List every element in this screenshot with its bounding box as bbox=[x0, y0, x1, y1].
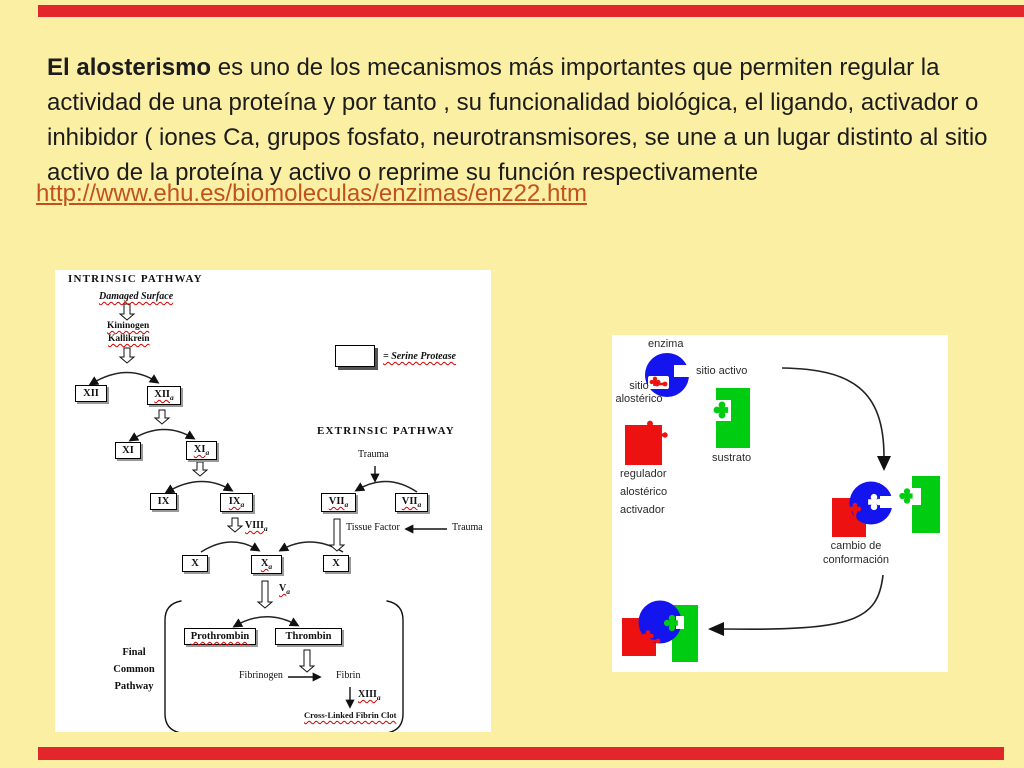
sustrato-label: sustrato bbox=[712, 452, 752, 464]
trauma-side-label: Trauma bbox=[452, 522, 483, 533]
damaged-surface-label: Damaged Surface bbox=[99, 291, 174, 302]
prothrombin-text: Prothrombin bbox=[190, 631, 250, 642]
intro-body: es uno de los mecanismos más importantes que permiten regular la actividad de una proteína y por tanto , su funcionalidad biológica, el ligando, activador o inhibidor ( iones Ca, grupos fosfato, neurotransmisores, se une a un lugar distinto al sitio activo de la proteína y activo o reprime su función respectivamente bbox=[47, 54, 988, 186]
factor-ixa-text: IX bbox=[228, 496, 241, 507]
cascade-curved-arrows bbox=[91, 372, 417, 626]
factor-box-xia: $XI_a$ bbox=[186, 441, 217, 460]
factor-box-ixa: $IX_a$ bbox=[220, 493, 253, 512]
thrombin-text: Thrombin bbox=[285, 631, 332, 642]
serine-protease-legend-box bbox=[335, 345, 375, 367]
top-red-bar bbox=[38, 5, 1024, 17]
bottom-red-bar bbox=[38, 747, 1004, 760]
fibrinogen-label: Fibrinogen bbox=[239, 670, 283, 681]
factor-viia-left-text: VII bbox=[328, 496, 345, 507]
intro-paragraph bbox=[47, 50, 992, 190]
factor-xa-text: X bbox=[260, 558, 269, 569]
viiia-label: $VIII_a$ bbox=[245, 520, 268, 533]
sitio-activo-label: sitio activo bbox=[696, 365, 748, 377]
prothrombin-box bbox=[184, 628, 256, 645]
xiiia-label: $XIII_a$ bbox=[358, 689, 381, 702]
cambio-de-conformacion-label: cambio de conformación bbox=[822, 540, 890, 566]
bound-complex-shape bbox=[622, 601, 698, 663]
hyperlink-url[interactable]: http://www.ehu.es/biomoleculas/enzimas/enz22.htm bbox=[36, 180, 587, 207]
factor-xi-text: XI bbox=[122, 445, 134, 456]
factor-box-x-right bbox=[323, 555, 349, 572]
fibrin-label: Fibrin bbox=[336, 670, 361, 681]
factor-xia-text: XI bbox=[193, 444, 206, 455]
substrate-shape bbox=[714, 388, 750, 448]
factor-box-xa: $X_a$ bbox=[251, 555, 282, 574]
regulador-alosterico-activador-label: regulador alostérico activador bbox=[620, 468, 668, 516]
factor-box-viia-right: $VII_a$ bbox=[395, 493, 428, 512]
arrow-to-conformation-change bbox=[782, 368, 891, 471]
factor-box-xi bbox=[115, 442, 141, 459]
allosteric-regulation-diagram bbox=[612, 335, 948, 672]
factor-box-x-left bbox=[182, 555, 208, 572]
factor-box-xii bbox=[75, 385, 107, 402]
factor-box-xiia: $XII_a$ bbox=[147, 386, 181, 405]
factor-xii-text: XII bbox=[83, 388, 99, 399]
final-common-pathway-label: Final Common Pathway bbox=[113, 647, 155, 692]
serine-protease-label: = Serine Protease bbox=[383, 351, 456, 362]
conformation-change-complex bbox=[832, 476, 940, 537]
tissue-factor-label: Tissue Factor bbox=[346, 522, 400, 533]
factor-box-viia-left: $VII_a$ bbox=[321, 493, 356, 512]
kininogen-label: Kininogen bbox=[107, 321, 150, 331]
hollow-arrows bbox=[120, 304, 344, 672]
cross-linked-fibrin-clot-label: Cross-Linked Fibrin Clot bbox=[304, 710, 397, 720]
kallikrein-label: Kallikrein bbox=[108, 334, 150, 344]
factor-x-right-text: X bbox=[332, 558, 340, 569]
factor-x-left-text: X bbox=[191, 558, 199, 569]
va-label: $V_a$ bbox=[279, 583, 290, 596]
allosteric-activator-shape bbox=[625, 421, 668, 465]
extrinsic-pathway-title: EXTRINSIC PATHWAY bbox=[317, 425, 455, 437]
arrow-to-final-complex bbox=[708, 575, 883, 636]
factor-ix-text: IX bbox=[157, 496, 170, 507]
sitio-alosterico-label: sitio alostérico bbox=[615, 380, 663, 405]
thrombin-box bbox=[275, 628, 342, 645]
intro-lead: El alosterismo bbox=[47, 54, 212, 81]
factor-viia-right-text: VII bbox=[401, 496, 418, 507]
intrinsic-pathway-title: INTRINSIC PATHWAY bbox=[68, 273, 203, 285]
trauma-top-label: Trauma bbox=[358, 449, 389, 460]
factor-box-ix bbox=[150, 493, 177, 510]
coagulation-cascade-diagram bbox=[55, 270, 491, 732]
factor-xiia-text: XII bbox=[154, 389, 170, 400]
enzima-label: enzima bbox=[648, 338, 684, 350]
